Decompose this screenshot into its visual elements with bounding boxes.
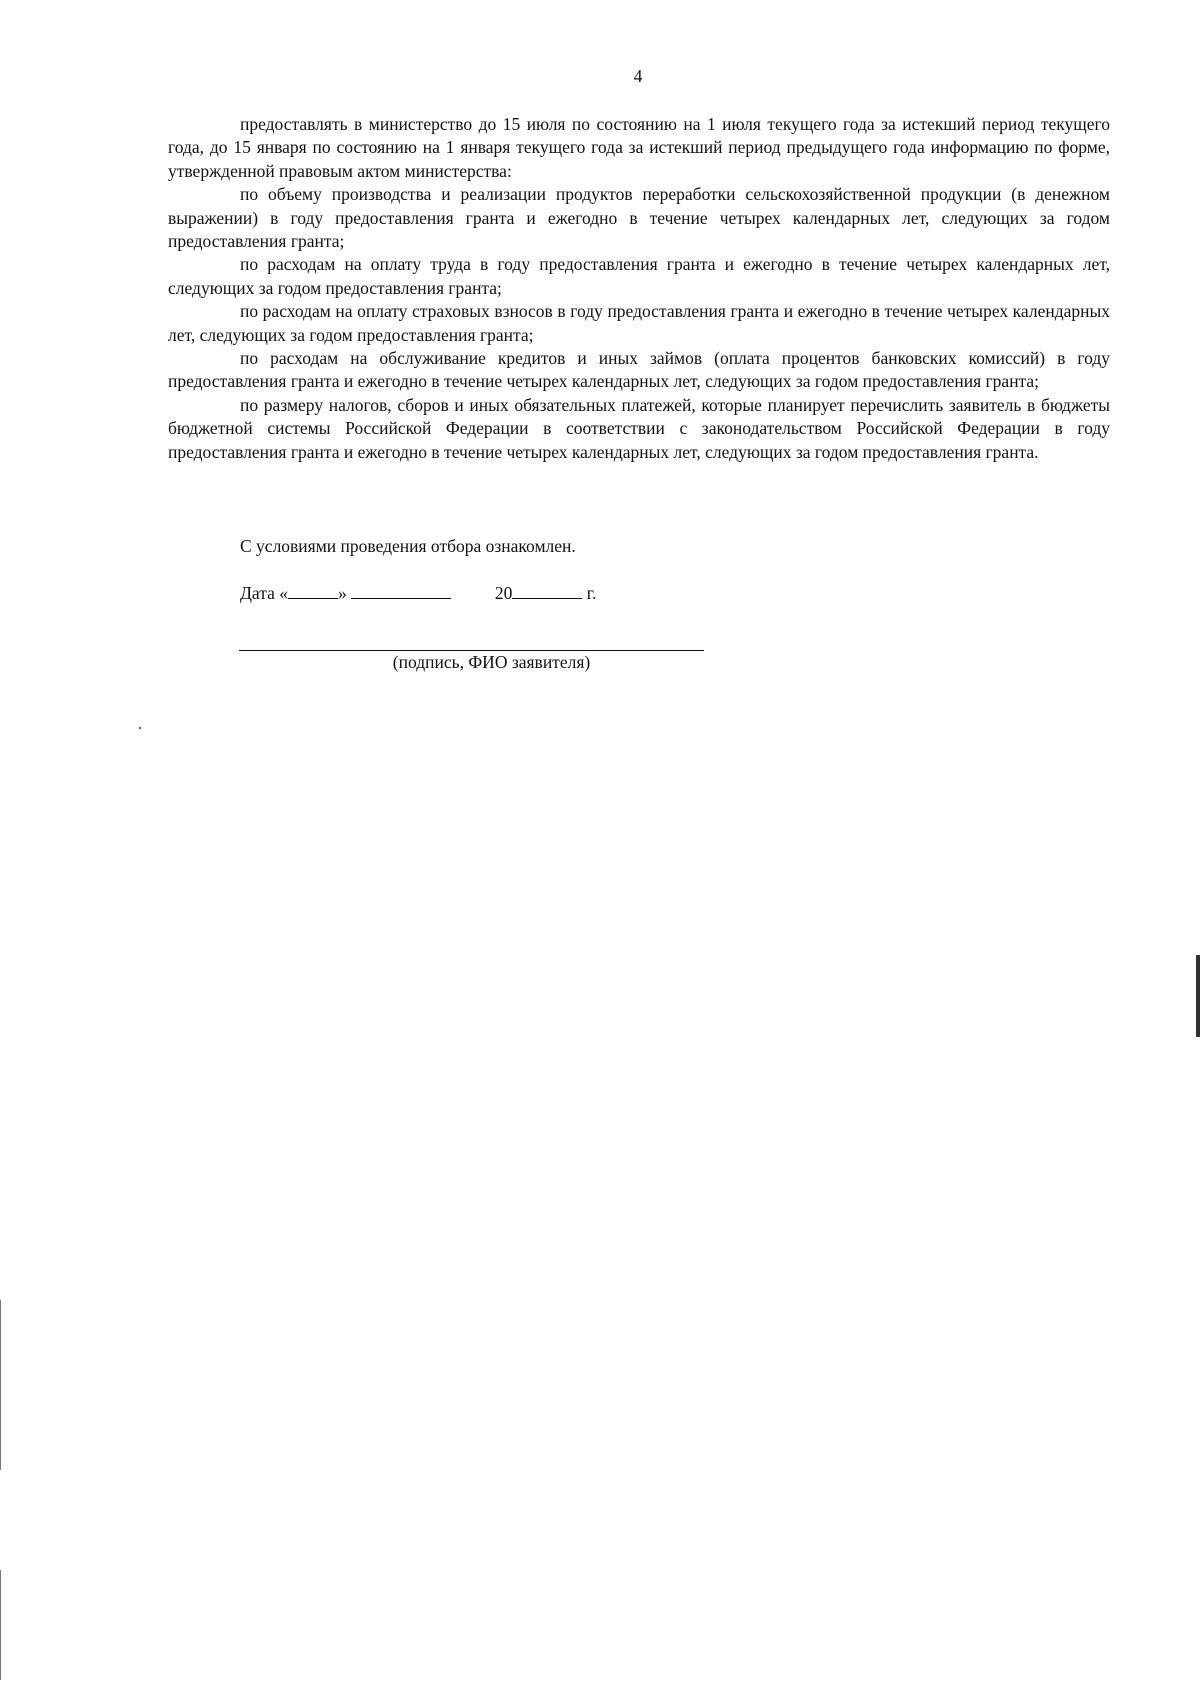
signature-line[interactable] (239, 650, 704, 651)
year-prefix: 20 (494, 583, 513, 603)
page-number: 4 (633, 66, 643, 86)
paragraph-taxes: по размеру налогов, сборов и иных обязательных платежей, которые планирует перечислить заявитель в бюджеты бюджетной системы Российской Федерации в соответствии с законодательством Российской Федерации в году предоставления гранта и ежегодно в течение четырех календарных лет, следующих за годом предоставления гранта. (168, 394, 1110, 462)
year-blank[interactable] (512, 584, 582, 599)
year-suffix: г. (586, 583, 597, 603)
paragraph-loan-costs: по расходам на обслуживание кредитов и иных займов (оплата процентов банковских комиссий) в году предоставления гранта и ежегодно в течение четырех календарных лет, следующих за годом предоставления гранта; (168, 348, 1110, 392)
signature-caption: (подпись, ФИО заявителя) (392, 652, 591, 672)
acknowledgement-statement: С условиями проведения отбора ознакомлен. (240, 536, 576, 556)
paragraph-intro: предоставлять в министерство до 15 июля по состоянию на 1 июля текущего года за истекший период текущего года, до 15 января по состоянию на 1 января текущего года за истекший период предыдущего года информацию по форме, утвержденной правовым актом министерства: (168, 114, 1110, 181)
scan-edge-mark (1196, 955, 1200, 1037)
paragraph-insurance-costs: по расходам на оплату страховых взносов в году предоставления гранта и ежегодно в течение четырех календарных лет, следующих за годом предоставления гранта; (168, 301, 1110, 345)
date-close-quote: » (338, 583, 347, 603)
date-field (240, 583, 596, 604)
day-blank[interactable] (288, 584, 338, 599)
paragraph-labor-costs: по расходам на оплату труда в году предоставления гранта и ежегодно в течение четырех календарных лет, следующих за годом предоставления гранта; (168, 254, 1110, 298)
month-blank[interactable] (351, 584, 451, 599)
paragraph-production-volume: по объему производства и реализации продуктов переработки сельскохозяйственной продукции (в денежном выражении) в году предоставления гранта и ежегодно в течение четырех календарных лет, следующих за годом предоставления гранта; (168, 184, 1110, 252)
date-label: Дата « (240, 583, 289, 603)
document-body (168, 113, 1110, 464)
scan-edge-mark-left-lower (0, 1570, 1, 1680)
scan-edge-mark-left (0, 1300, 1, 1470)
scan-speck (139, 727, 141, 729)
